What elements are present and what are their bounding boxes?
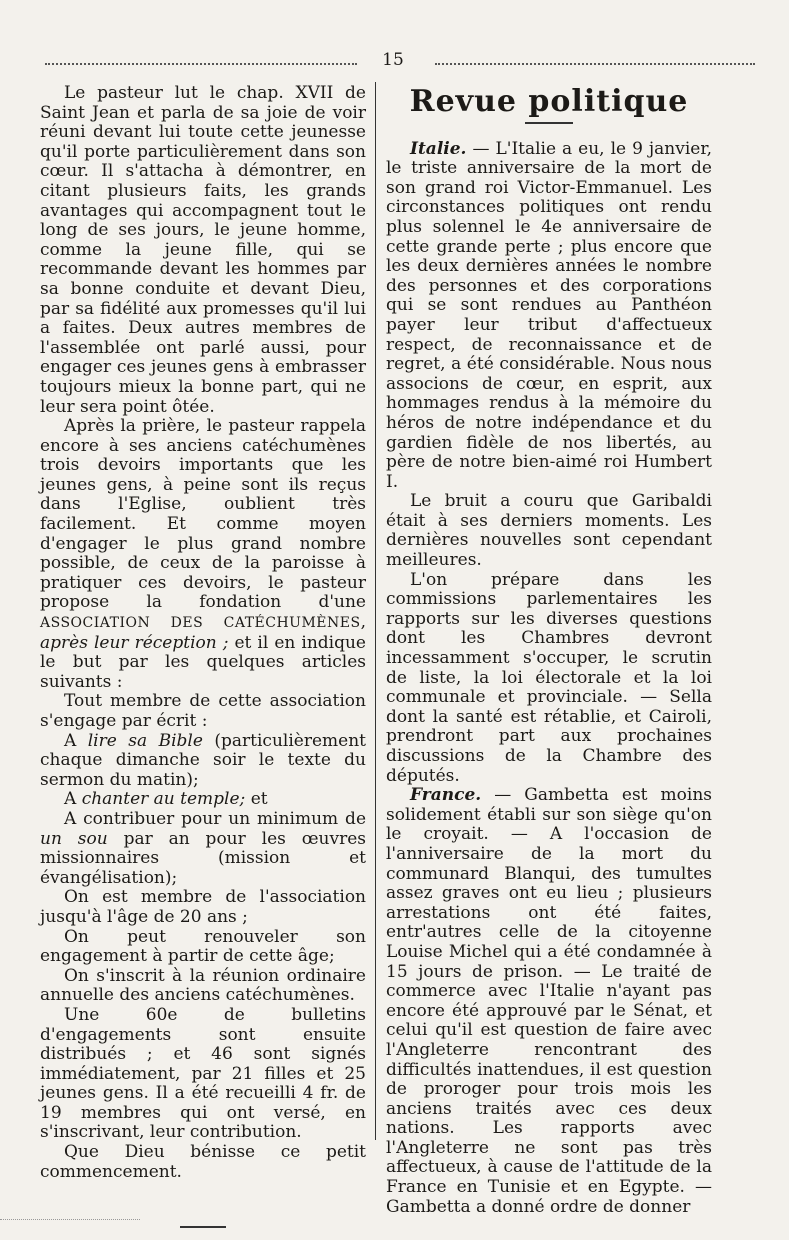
bottom-edge-mark <box>0 1217 140 1220</box>
paragraph-france: France. — Gambetta est moins solidement établi sur son siège qu'on le croyait. — A l'occasion de l'anniversaire de la mort du communard Blanqui, des tumultes assez graves ont eu lieu ; plusieurs arrestations ont été faites, entr'autres celle de la citoyenne Louise Michel qui a été condamnée à 15 jours de prison. — Le traité de commerce avec l'Italie n'ayant pas encore été approuvé par le Sénat, et celui qu'il est question de faire avec l'Angleterre rencontrant des difficultés inattendues, il est question de proroger pour trois mois les anciens traités avec ces deux nations. Les rapports avec l'Angleterre ne sont pas très affectueux, à cause de l'attitude de la France en Tunisie et en Egypte. — Gambetta a donné ordre de donner <box>386 785 713 1217</box>
article-contribution: A contribuer pour un minimum de un sou par an pour les œuvres missionnaires (mission et évangélisation); <box>40 808 367 888</box>
article-bible: A lire sa Bible (particulièrement chaque dimanche soir le texte du sermon du matin); <box>40 730 366 790</box>
paragraph-bulletins: Une 60e de bulletins d'engagements sont ensuite distribués ; et 46 sont signés immédiatement, par 21 filles et 25 jeunes gens. Il a été recueilli 4 fr. de 19 membres qui ont versé, en s'inscrivant, leur contribution. <box>40 1004 366 1143</box>
article-inscription: On s'inscrit à la réunion ordinaire annuelle des anciens catéchumènes. <box>40 965 366 1006</box>
article-age: On est membre de l'association jusqu'à l'âge de 20 ans ; <box>40 887 366 927</box>
left-column <box>40 84 366 1228</box>
right-column <box>386 84 712 1217</box>
paragraph-garibaldi: Le bruit a couru que Garibaldi était à ses derniers moments. Les dernières nouvelles sont cependant meilleures. <box>386 491 712 571</box>
header-ornament-right <box>435 59 755 65</box>
paragraph-commissions: L'on prépare dans les commissions parlementaires les rapports sur les diverses questions dont les Chambres devront incessamment s'occuper, le scrutin de liste, la loi électorale et la loi communale et provinciale. — Sella dont la santé est rétablie, et Cairoli, prendront part aux prochaines discussions de la Chambre des députés. <box>386 569 712 786</box>
page-header <box>45 50 755 70</box>
column-divider <box>375 82 376 1140</box>
header-ornament-left <box>45 59 357 65</box>
end-separator <box>180 1226 226 1228</box>
section-title: Revue politique <box>409 84 689 119</box>
page-number: 15 <box>382 50 404 70</box>
article-chant: A chanter au temple; et <box>64 789 268 810</box>
association-name: ASSOCIATION DES CATÉCHUMÈNES <box>40 615 361 632</box>
paragraph-engagement: Tout membre de cette association s'engage par écrit : <box>40 691 366 731</box>
paragraph-italie: Italie. — L'Italie a eu, le 9 janvier, le triste anniversaire de la mort de son grand roi Victor-Emmanuel. Les circonstances politiques ont rendu plus solennel le 4e anniversaire de cette grande perte ; plus encore que les deux dernières années le nombre des personnes et des corporations qui se sont rendues au Panthéon payer leur tribut d'affectueux respect, de reconnaissance et de regret, a été considérable. Nous nous associons de cœur, en esprit, aux hommages rendus à la mémoire du héros de notre indépendance et du gardien fidèle de nos libertés, au père de notre bien-aimé roi Humbert I. <box>386 138 713 492</box>
article-renewal: On peut renouveler son engagement à partir de cette âge; <box>40 926 366 967</box>
title-separator <box>525 122 573 124</box>
paragraph-pastor: Le pasteur lut le chap. XVII de Saint Jean et parla de sa joie de voir réuni devant lui toute cette jeunesse qu'il porte particulièrement dans son cœur. Il s'attacha à démontrer, en citant plusieurs faits, les grands avantages qui accompagnent tout le long de ses jours, le jeune homme, comme la jeune fille, qui se recommande devant les hommes par sa bonne conduite et devant Dieu, par sa fidélité aux promesses qu'il lui a faites. Deux autres membres de l'assemblée ont parlé aussi, pour engager ces jeunes gens à embrasser toujours mieux la bonne part, qui ne leur sera point ôtée. <box>40 83 366 417</box>
paragraph-blessing: Que Dieu bénisse ce petit commencement. <box>40 1142 366 1182</box>
paragraph-association: Après la prière, le pasteur rappela encore à ses anciens catéchumènes trois devoirs importants que les jeunes gens, à peine sont ils reçus dans l'Eglise, oublient très facilement. Et comme moyen d'engager le plus grand nombre possible, de ceux de la paroisse à pratiquer ces devoirs, le pasteur propose la fondation d'une ASSOCIATION DES CATÉCHUMÈNES, après leur réception ; et il en indique le but par les quelques articles suivants : <box>40 416 366 692</box>
country-label-italie: Italie. <box>410 138 467 159</box>
country-label-france: France. <box>410 785 482 806</box>
